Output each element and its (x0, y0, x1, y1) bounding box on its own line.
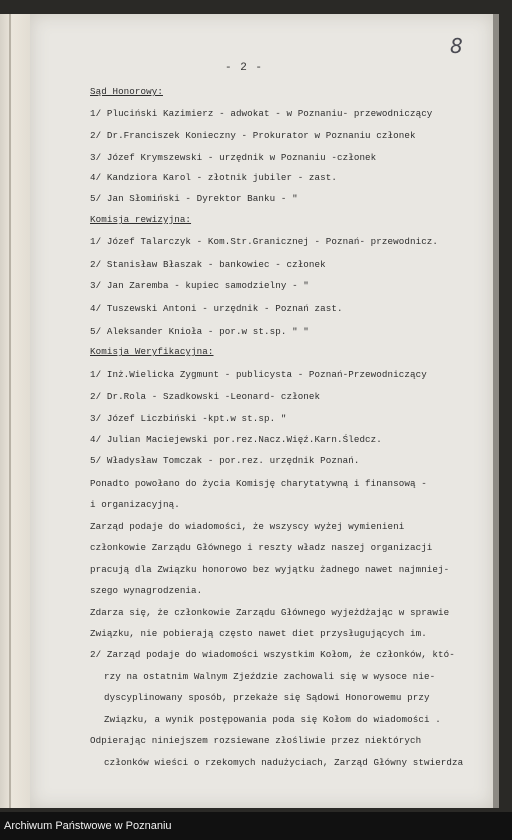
document-line: 3/ Józef Krymszewski - urzędnik w Poznaniu -członek (90, 152, 377, 163)
page-edge (493, 14, 499, 808)
document-line: Zdarza się, że członkowie Zarządu Głównego wyjeżdżając w sprawie (90, 607, 450, 618)
document-line: 5/ Jan Słomiński - Dyrektor Banku - " (90, 193, 298, 204)
document-line: 4/ Julian Maciejewski por.rez.Nacz.Więź.Karn.Śledcz. (90, 434, 382, 445)
document-line: i organizacyjną. (90, 499, 180, 510)
document-line: 2/ Dr.Franciszek Konieczny - Prokurator w Poznaniu członek (90, 130, 416, 141)
document-line: 1/ Józef Talarczyk - Kom.Str.Granicznej - Poznań- przewodnicz. (90, 236, 439, 247)
document-line: rzy na ostatnim Walnym Zjeździe zachowali się w wysoce nie- (104, 671, 436, 682)
document-line: Związku, nie pobierają często nawet diet przysługujących im. (90, 628, 427, 639)
section-heading: Komisja rewizyjna: (90, 214, 192, 225)
binding-margin (0, 14, 31, 808)
document-line: pracują dla Związku honorowo bez wyjątku żadnego nawet najmniej- (90, 564, 450, 575)
document-line: 4/ Tuszewski Antoni - urzędnik - Poznań zast. (90, 303, 343, 314)
document-line: szego wynagrodzenia. (90, 585, 203, 596)
handwritten-page-number: 8 (450, 34, 463, 58)
document-line: 1/ Inż.Wielicka Zygmunt - publicysta - Poznań-Przewodniczący (90, 369, 427, 380)
document-line: Ponadto powołano do życia Komisję charytatywną i finansową - (90, 478, 427, 489)
document-line: 3/ Józef Liczbiński -kpt.w st.sp. " (90, 413, 287, 424)
section-heading: Komisja Weryfikacyjna: (90, 346, 214, 357)
document-line: 5/ Władysław Tomczak - por.rez. urzędnik Poznań. (90, 455, 360, 466)
binding-line (9, 14, 11, 808)
document-line: 4/ Kandziora Karol - złotnik jubiler - zast. (90, 172, 337, 183)
document-line: członkowie Zarządu Głównego i reszty władz naszej organizacji (90, 542, 433, 553)
document-line: członków wieści o rzekomych nadużyciach, Zarząd Główny stwierdza (104, 757, 464, 768)
document-line: 5/ Aleksander Knioła - por.w st.sp. " " (90, 326, 309, 337)
section-heading: Sąd Honorowy: (90, 86, 163, 97)
archive-footer: Archiwum Państwowe w Poznaniu (0, 812, 512, 840)
document-line: 2/ Zarząd podaje do wiadomości wszystkim Kołom, że członków, któ- (90, 649, 455, 660)
document-line: 2/ Dr.Rola - Szadkowski -Leonard- członek (90, 391, 321, 402)
document-line: Związku, a wynik postępowania poda się Kołom do wiadomości . (104, 714, 441, 725)
document-line: dyscyplinowany sposób, przekaże się Sądowi Honorowemu przy (104, 692, 430, 703)
document-line: 3/ Jan Zaremba - kupiec samodzielny - " (90, 280, 309, 291)
document-line: Odpierając niniejszem rozsiewane złośliwie przez niektórych (90, 735, 422, 746)
page-number: - 2 - (225, 62, 264, 74)
document-line: 2/ Stanisław Błaszak - bankowiec - członek (90, 259, 326, 270)
document-line: Zarząd podaje do wiadomości, że wszyscy wyżej wymienieni (90, 521, 405, 532)
document-line: 1/ Pluciński Kazimierz - adwokat - w Poznaniu- przewodniczący (90, 108, 433, 119)
